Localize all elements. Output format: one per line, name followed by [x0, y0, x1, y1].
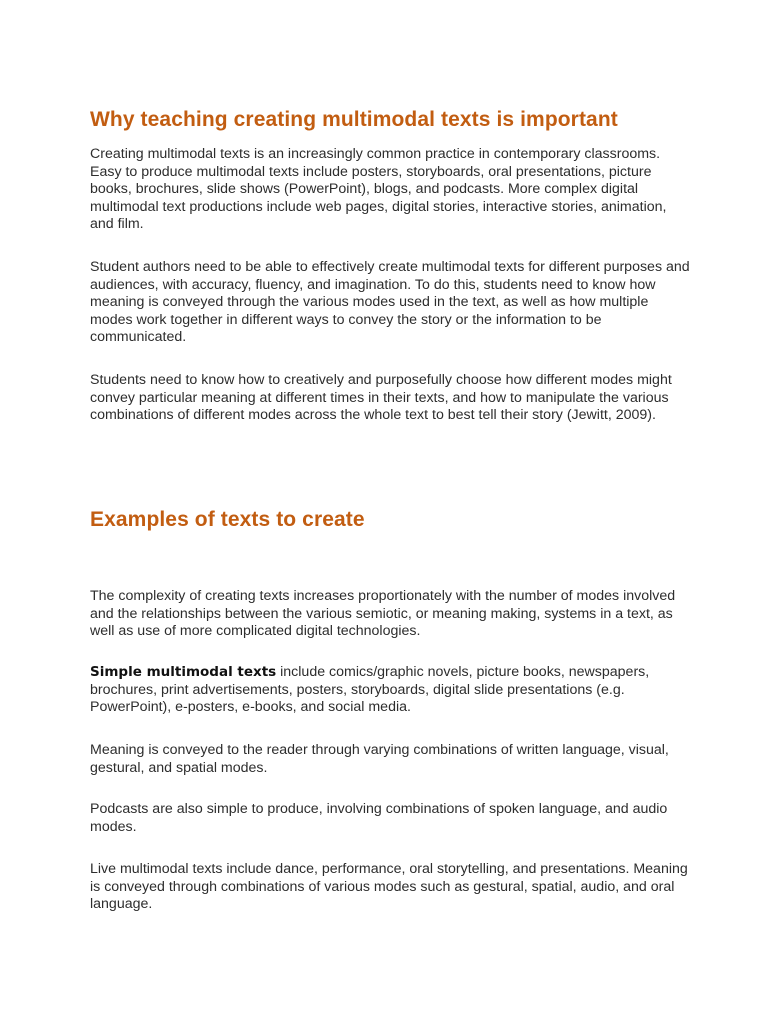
section-heading-examples: Examples of texts to create	[90, 508, 365, 531]
paragraph-live-multimodal: Live multimodal texts include dance, performance, oral storytelling, and presentations. Meaning is conveyed through combinations of various modes such as gestural, spatial, audio, and oral language.	[90, 861, 688, 913]
paragraph-complexity: The complexity of creating texts increases proportionately with the number of modes involved and the relationships between the various semiotic, or meaning making, systems in a text, as well as use of more complicated digital technologies.	[90, 588, 676, 640]
simple-multimodal-lead: Simple multimodal texts	[90, 664, 277, 680]
paragraph-meaning-conveyed: Meaning is conveyed to the reader through varying combinations of written language, visual, gestural, and spatial modes.	[90, 742, 669, 776]
paragraph-creating-multimodal: Creating multimodal texts is an increasingly common practice in contemporary classrooms. Easy to produce multimodal texts include posters, storyboards, oral presentations, picture books, brochures, slide shows (PowerPoint), blogs, and podcasts. More complex digital multimodal text productions include web pages, digital stories, interactive stories, animation, and film.	[90, 146, 667, 233]
paragraph-podcasts: Podcasts are also simple to produce, involving combinations of spoken language, and audio modes.	[90, 801, 668, 835]
paragraph-student-authors: Student authors need to be able to effectively create multimodal texts for different purposes and audiences, with accuracy, fluency, and imagination. To do this, students need to know how meaning is conveyed through the various modes used in the text, as well as how multiple modes work together in different ways to convey the story or the information to be communicated.	[90, 259, 690, 346]
paragraph-students-need-to-know: Students need to know how to creatively and purposefully choose how different modes might convey particular meaning at different times in their texts, and how to manipulate the various combinations of different modes across the whole text to best tell their story (Jewitt, 2009).	[90, 372, 672, 424]
paragraph-simple-multimodal	[90, 664, 690, 717]
section-heading-why-teaching: Why teaching creating multimodal texts is important	[90, 108, 618, 131]
simple-multimodal-rest: include comics/graphic novels, picture books, newspapers, brochures, print advertisements, posters, storyboards, digital slide presentations (e.g. PowerPoint), e-posters, e-books, and social media.	[90, 664, 650, 716]
